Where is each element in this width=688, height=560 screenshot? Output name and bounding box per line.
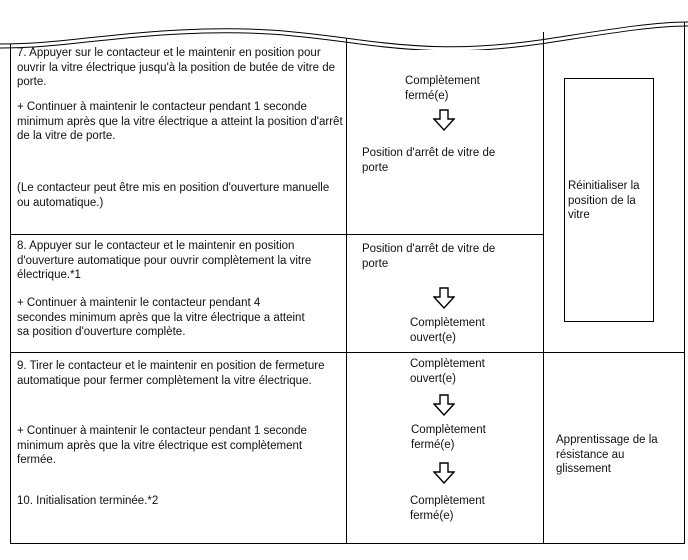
- down-arrow-icon: [433, 394, 455, 416]
- step-7-note-text: (Le contacteur peut être mis en position d'ouverture manuelle ou automatique.): [17, 182, 330, 209]
- table-border-bottom: [10, 543, 685, 544]
- step-9-continue-text: + Continuer à maintenir le contacteur pendant 1 seconde minimum après que la vitre électrique est complètement fermée.: [17, 425, 307, 466]
- step-7-text: 7. Appuyer sur le contacteur et le maintenir en position pour ouvrir la vitre électrique jusqu'à la position de butée de vitre de porte.: [17, 47, 335, 88]
- state-door-stop-position: Position d'arrêt de vitre de porte: [362, 243, 496, 270]
- table-border-right: [684, 22, 685, 544]
- row-divider-1: [10, 234, 544, 235]
- state-fully-open: Complètement ouvert(e): [410, 358, 485, 385]
- column-divider-1: [346, 38, 347, 544]
- table-top-break: [0, 0, 688, 50]
- state-fully-closed: Complètement fermé(e): [411, 424, 486, 451]
- state-fully-closed: Complètement fermé(e): [410, 495, 485, 522]
- step-7-continue-text: + Continuer à maintenir le contacteur pendant 1 seconde minimum après que la vitre électrique a atteint la position d'arrêt de la vitre de porte.: [17, 101, 343, 142]
- state-fully-closed: Complètement fermé(e): [405, 75, 480, 102]
- step-10-text: 10. Initialisation terminée.*2: [17, 495, 159, 507]
- step-9-text: 9. Tirer le contacteur et le maintenir en position de fermeture automatique pour fermer complètement la vitre électrique.: [17, 360, 325, 387]
- down-arrow-icon: [433, 462, 455, 484]
- down-arrow-icon: [433, 287, 455, 309]
- step-8-continue-text: + Continuer à maintenir le contacteur pendant 4 secondes minimum après que la vitre électrique a atteint sa position d'ouverture complète.: [17, 297, 305, 338]
- state-fully-open: Complètement ouvert(e): [410, 317, 485, 344]
- step-8-text: 8. Appuyer sur le contacteur et le maintenir en position d'ouverture automatique pour ouvrir complètement la vitre électrique.*1: [17, 240, 312, 281]
- down-arrow-icon: [433, 109, 455, 131]
- reset-window-position-label: Réinitialiser la position de la vitre: [568, 180, 640, 221]
- table-border-left: [10, 44, 11, 544]
- column-divider-2: [543, 32, 544, 544]
- state-door-stop-position: Position d'arrêt de vitre de porte: [362, 147, 496, 174]
- row-divider-2: [10, 352, 685, 353]
- sliding-resistance-learning-label: Apprentissage de la résistance au glissement: [556, 434, 658, 475]
